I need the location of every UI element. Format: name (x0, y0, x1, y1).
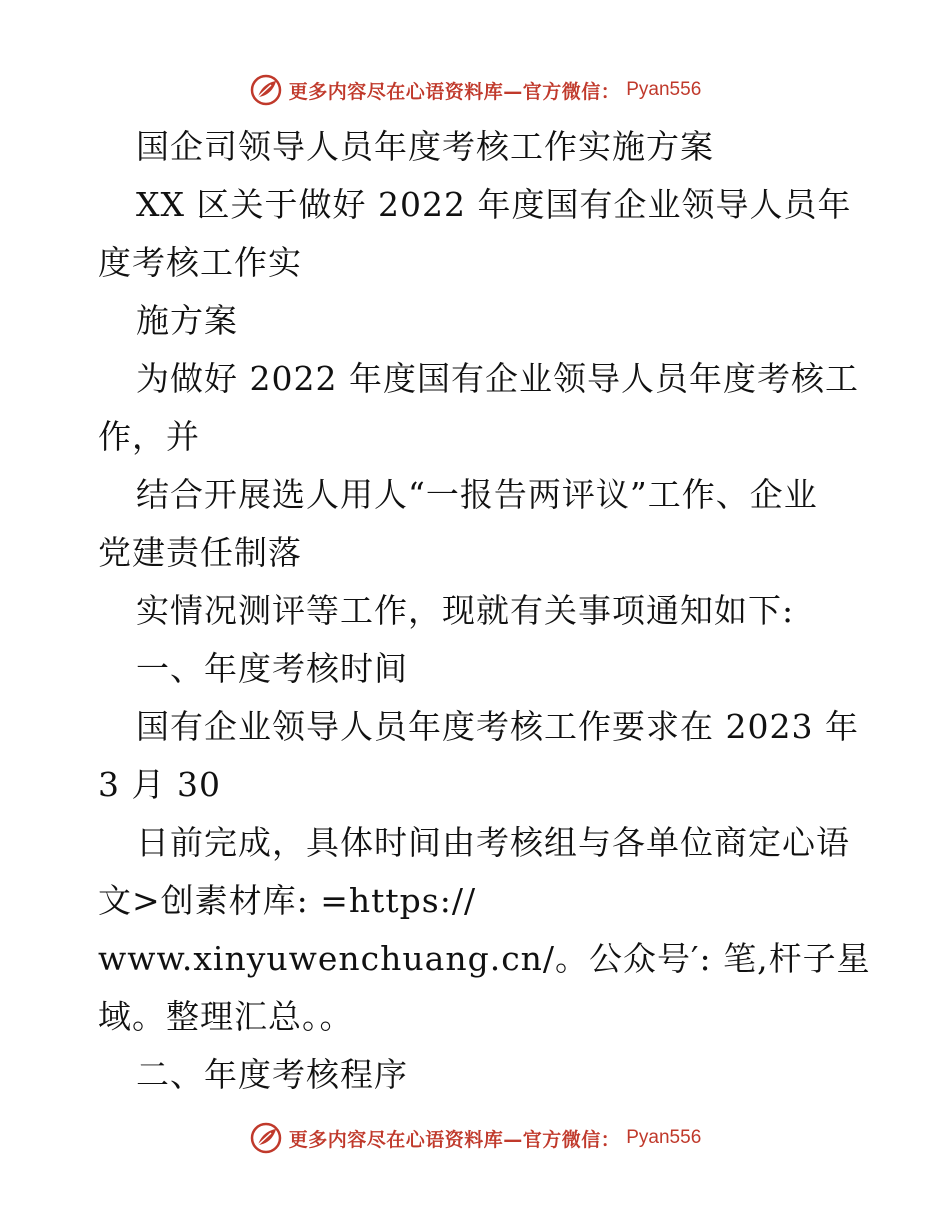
document-line: 作，并 (98, 417, 200, 456)
document-line: XX 区关于做好 2022 年度国有企业领导人员年 (136, 185, 852, 224)
document-line: 3 月 30 (98, 765, 221, 804)
document-body (98, 118, 871, 1104)
document-line: www.xinyuwenchuang.cn/。公众号′: 笔,杆子星 (98, 939, 871, 978)
document-line: 实情况测评等工作，现就有关事项通知如下: (136, 591, 795, 630)
document-line: 二、年度考核程序 (136, 1055, 408, 1094)
header-banner (0, 70, 950, 110)
document-line: 施方案 (136, 301, 238, 340)
header-wechat-id: Pyan556 (626, 79, 702, 100)
document-line: 国企司领导人员年度考核工作实施方案 (136, 127, 714, 166)
header-banner-text: 更多内容尽在心语资料库—官方微信： (288, 80, 621, 103)
footer-wechat-id: Pyan556 (626, 1127, 702, 1148)
document-line: 国有企业领导人员年度考核工作要求在 2023 年 (136, 707, 859, 746)
document-line: 度考核工作实 (98, 243, 302, 282)
leaf-logo-icon (249, 1121, 283, 1155)
document-line: 日前完成，具体时间由考核组与各单位商定心语 (136, 823, 850, 862)
leaf-logo-icon (249, 73, 283, 107)
document-line: 结合开展选人用人“一报告两评议”工作、企业 (136, 475, 818, 514)
document-line: 为做好 2022 年度国有企业领导人员年度考核工 (136, 359, 859, 398)
document-line: 一、年度考核时间 (136, 649, 408, 688)
footer-banner (0, 1118, 950, 1158)
document-line: 文>创素材库: =https:// (98, 881, 477, 920)
document-line: 域。整理汇总。。 (98, 997, 354, 1036)
document-line: 党建责任制落 (98, 533, 302, 572)
footer-banner-text: 更多内容尽在心语资料库—官方微信： (288, 1128, 621, 1151)
